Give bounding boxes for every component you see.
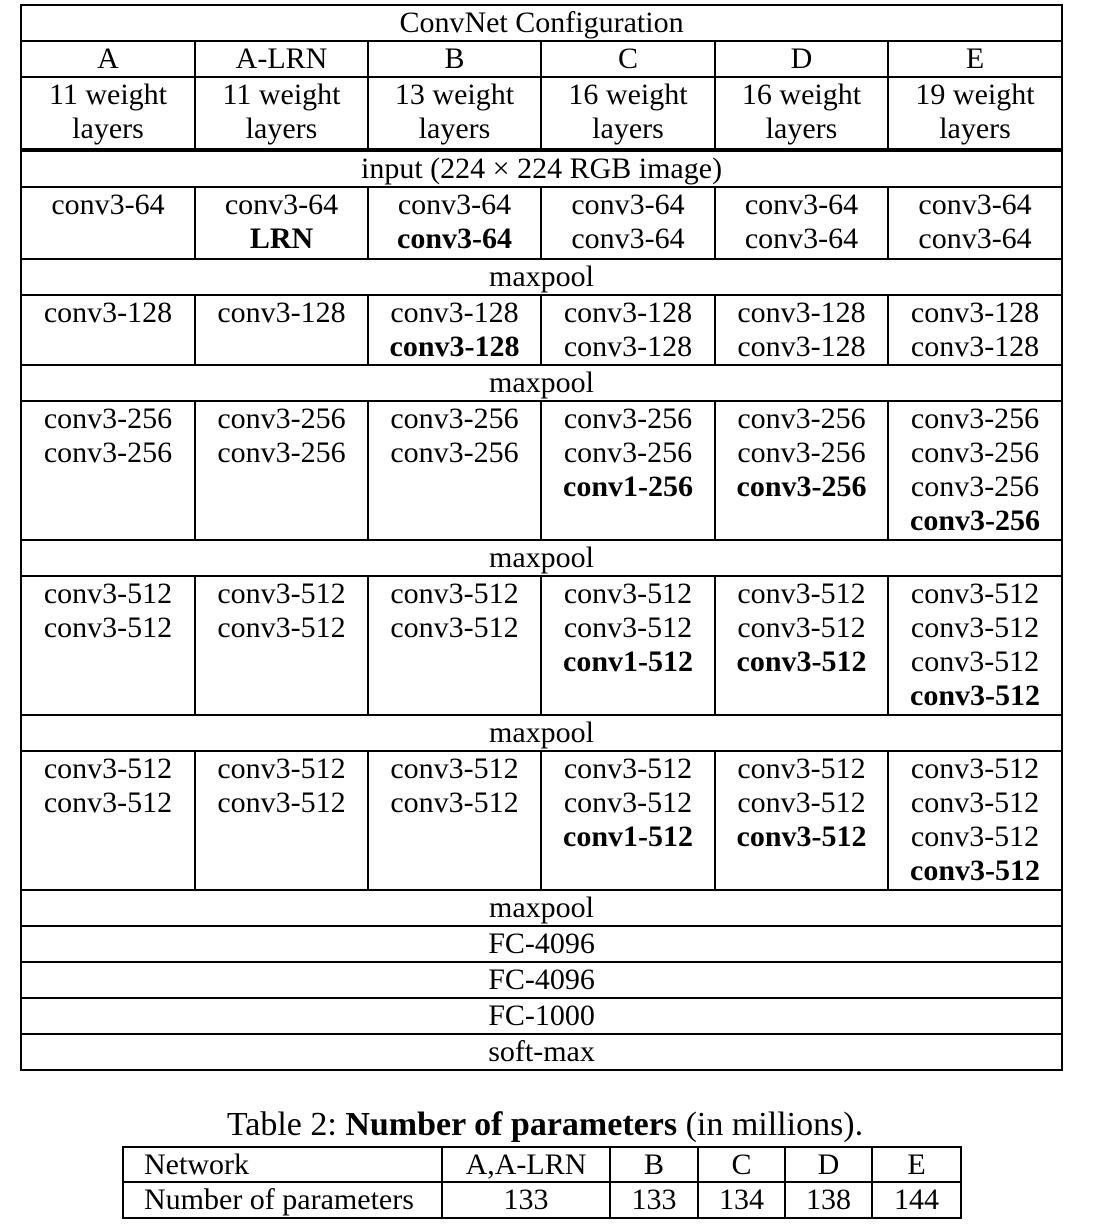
layer-entry: conv3-256 [217, 436, 346, 469]
params-values-row [123, 1182, 961, 1218]
config-name-a: A [21, 41, 195, 77]
layer-entry: conv3-512 [217, 611, 346, 644]
block1-config-d [715, 187, 888, 259]
layer-entry: conv3-512 [563, 611, 693, 644]
config-name-e: E [888, 41, 1062, 77]
maxpool-layer: maxpool [21, 890, 1062, 926]
block3-config-e [888, 401, 1062, 540]
maxpool-layer: maxpool [21, 715, 1062, 751]
layer-entry: conv3-512 [217, 577, 346, 610]
new-layer-entry: conv1-512 [563, 645, 693, 678]
layer-entry: conv3-64 [571, 222, 685, 255]
block2-config-a [21, 295, 195, 365]
layer-entry: conv3-512 [390, 786, 519, 819]
layer-entry: conv3-256 [43, 402, 173, 435]
block2-config-a-lrn [195, 295, 368, 365]
block2-config-d [715, 295, 888, 365]
block3-config-a-lrn [195, 401, 368, 540]
layer-entry: conv3-512 [43, 752, 173, 785]
new-layer-entry: LRN [249, 222, 314, 255]
depth-line: layers [245, 112, 318, 145]
param-count: 134 [698, 1182, 785, 1218]
layer-entry: conv3-256 [563, 402, 693, 435]
block4-config-c [541, 576, 715, 715]
block3-config-b [368, 401, 541, 540]
layer-entry: conv3-128 [563, 296, 693, 329]
new-layer-entry: conv3-512 [736, 645, 867, 678]
depth-line: layers [939, 112, 1011, 145]
config-name-b: B [368, 41, 541, 77]
layer-entry: conv3-256 [390, 436, 519, 469]
softmax-layer: soft-max [21, 1034, 1062, 1070]
network-name: B [610, 1147, 698, 1182]
param-count: 138 [785, 1182, 872, 1218]
depth-line: layers [418, 112, 491, 145]
layer-entry: conv3-512 [563, 786, 693, 819]
layer-entry: conv3-64 [744, 188, 859, 221]
conv-block-4 [21, 576, 1062, 715]
depth-line: layers [592, 112, 664, 145]
layer-entry: conv3-64 [918, 222, 1032, 255]
layer-entry: conv3-512 [390, 752, 519, 785]
layer-entry: conv3-64 [397, 188, 512, 221]
layer-entry: conv3-512 [217, 786, 346, 819]
pool-row-2 [21, 365, 1062, 401]
depth-a [21, 77, 195, 149]
depth-line: 13 weight [394, 78, 515, 111]
block1-config-e [888, 187, 1062, 259]
block3-config-c [541, 401, 715, 540]
params-row-label: Number of parameters [123, 1182, 442, 1218]
depth-a-lrn [195, 77, 368, 149]
depth-line: 19 weight [915, 78, 1035, 111]
depth-line: layers [765, 112, 838, 145]
block4-config-a-lrn [195, 576, 368, 715]
block3-config-d [715, 401, 888, 540]
config-layers-table [20, 150, 1063, 1071]
layer-entry: conv3-256 [737, 436, 866, 469]
layer-entry: conv3-512 [910, 645, 1040, 678]
maxpool-layer: maxpool [21, 540, 1062, 576]
new-layer-entry: conv3-256 [910, 504, 1041, 537]
fc-row-2 [21, 962, 1062, 998]
layer-entry: conv3-512 [910, 820, 1040, 853]
layer-entry: conv3-512 [563, 577, 693, 610]
new-layer-entry: conv3-512 [736, 820, 867, 853]
layer-entry: conv3-512 [737, 611, 866, 644]
block5-config-a [21, 751, 195, 890]
softmax-row [21, 1034, 1062, 1070]
layer-entry: conv3-256 [43, 436, 173, 469]
block4-config-d [715, 576, 888, 715]
layer-entry: conv3-512 [910, 611, 1040, 644]
pool-row-4 [21, 715, 1062, 751]
depth-line: 11 weight [222, 78, 341, 111]
block2-config-e [888, 295, 1062, 365]
layer-entry: conv3-256 [390, 402, 519, 435]
caption-title: Number of parameters [345, 1106, 678, 1143]
block1-config-a [21, 187, 195, 259]
layer-entry: conv3-512 [737, 752, 866, 785]
layer-entry: conv3-128 [737, 296, 866, 329]
layer-entry: conv3-512 [43, 786, 173, 819]
layer-entry: conv3-512 [737, 786, 866, 819]
block1-config-c [541, 187, 715, 259]
maxpool-layer: maxpool [21, 365, 1062, 401]
maxpool-layer: maxpool [21, 259, 1062, 295]
layer-entry: conv3-512 [563, 752, 693, 785]
layer-entry: conv3-128 [390, 296, 519, 329]
network-header: Network [123, 1147, 442, 1182]
block4-config-b [368, 576, 541, 715]
depth-line: 16 weight [741, 78, 862, 111]
block5-config-b [368, 751, 541, 890]
layer-entry: conv3-256 [217, 402, 346, 435]
config-names-row [21, 41, 1062, 77]
layer-entry: conv3-256 [910, 402, 1040, 435]
layer-entry: conv3-512 [910, 577, 1040, 610]
fc-layer: FC-4096 [21, 962, 1062, 998]
depth-b [368, 77, 541, 149]
param-count: 133 [610, 1182, 698, 1218]
block2-config-b [368, 295, 541, 365]
layer-entry: conv3-512 [217, 752, 346, 785]
layer-entry: conv3-64 [918, 188, 1032, 221]
pool-row-5 [21, 890, 1062, 926]
layer-entry: conv3-512 [390, 611, 519, 644]
layer-entry: conv3-128 [910, 296, 1040, 329]
caption-note: (in millions). [685, 1106, 864, 1143]
new-layer-entry: conv3-256 [736, 470, 867, 503]
layer-entry: conv3-512 [43, 577, 173, 610]
depth-line: 16 weight [568, 78, 688, 111]
depth-line: 11 weight [48, 78, 168, 111]
depth-line: layers [72, 112, 144, 145]
conv-block-3 [21, 401, 1062, 540]
config-name-a-lrn: A-LRN [195, 41, 368, 77]
caption-label: Table 2: [226, 1106, 337, 1143]
depth-c [541, 77, 715, 149]
layer-entry: conv3-256 [910, 470, 1040, 503]
new-layer-entry: conv1-256 [563, 470, 693, 503]
pool-row-3 [21, 540, 1062, 576]
fc-layer: FC-4096 [21, 926, 1062, 962]
config-header-table [20, 4, 1063, 150]
block1-config-b [368, 187, 541, 259]
layer-entry: conv3-128 [737, 330, 866, 363]
network-name: A,A-LRN [442, 1147, 610, 1182]
network-name: C [698, 1147, 785, 1182]
network-name: E [872, 1147, 961, 1182]
layer-entry: conv3-512 [43, 611, 173, 644]
new-layer-entry: conv3-64 [397, 222, 512, 255]
params-header-row [123, 1147, 961, 1182]
pool-row-1 [21, 259, 1062, 295]
conv-block-2 [21, 295, 1062, 365]
depth-d [715, 77, 888, 149]
fc-layer: FC-1000 [21, 998, 1062, 1034]
layer-entry: conv3-64 [224, 188, 339, 221]
block1-config-a-lrn [195, 187, 368, 259]
title-row [21, 5, 1062, 41]
depth-row [21, 77, 1062, 149]
new-layer-entry: conv3-128 [389, 330, 520, 363]
input-spec: input (224 × 224 RGB image) [21, 151, 1062, 187]
layer-entry: conv3-512 [910, 752, 1040, 785]
config-name-c: C [541, 41, 715, 77]
layer-entry: conv3-64 [744, 222, 859, 255]
layer-entry: conv3-512 [737, 577, 866, 610]
layer-entry: conv3-128 [217, 296, 346, 329]
depth-e [888, 77, 1062, 149]
new-layer-entry: conv3-512 [910, 854, 1041, 887]
layer-entry: conv3-256 [910, 436, 1040, 469]
input-row [21, 151, 1062, 187]
layer-entry: conv3-512 [910, 786, 1040, 819]
param-count: 144 [872, 1182, 961, 1218]
fc-row-1 [21, 926, 1062, 962]
block5-config-c [541, 751, 715, 890]
conv-block-1 [21, 187, 1062, 259]
layer-entry: conv3-256 [563, 436, 693, 469]
conv-block-5 [21, 751, 1062, 890]
config-name-d: D [715, 41, 888, 77]
block2-config-c [541, 295, 715, 365]
param-count: 133 [442, 1182, 610, 1218]
layer-entry: conv3-64 [51, 188, 165, 221]
layer-entry: conv3-256 [737, 402, 866, 435]
layer-entry: conv3-512 [390, 577, 519, 610]
block5-config-a-lrn [195, 751, 368, 890]
block4-config-a [21, 576, 195, 715]
table-title: ConvNet Configuration [21, 5, 1062, 41]
layer-entry: conv3-64 [571, 188, 685, 221]
table-caption [20, 1105, 1070, 1145]
new-layer-entry: conv3-512 [910, 679, 1041, 712]
network-name: D [785, 1147, 872, 1182]
block5-config-d [715, 751, 888, 890]
block4-config-e [888, 576, 1062, 715]
parameters-table [122, 1146, 962, 1219]
layer-entry: conv3-128 [43, 296, 173, 329]
new-layer-entry: conv1-512 [563, 820, 693, 853]
layer-entry: conv3-128 [910, 330, 1040, 363]
layer-entry: conv3-128 [563, 330, 693, 363]
fc-row-3 [21, 998, 1062, 1034]
block5-config-e [888, 751, 1062, 890]
block3-config-a [21, 401, 195, 540]
